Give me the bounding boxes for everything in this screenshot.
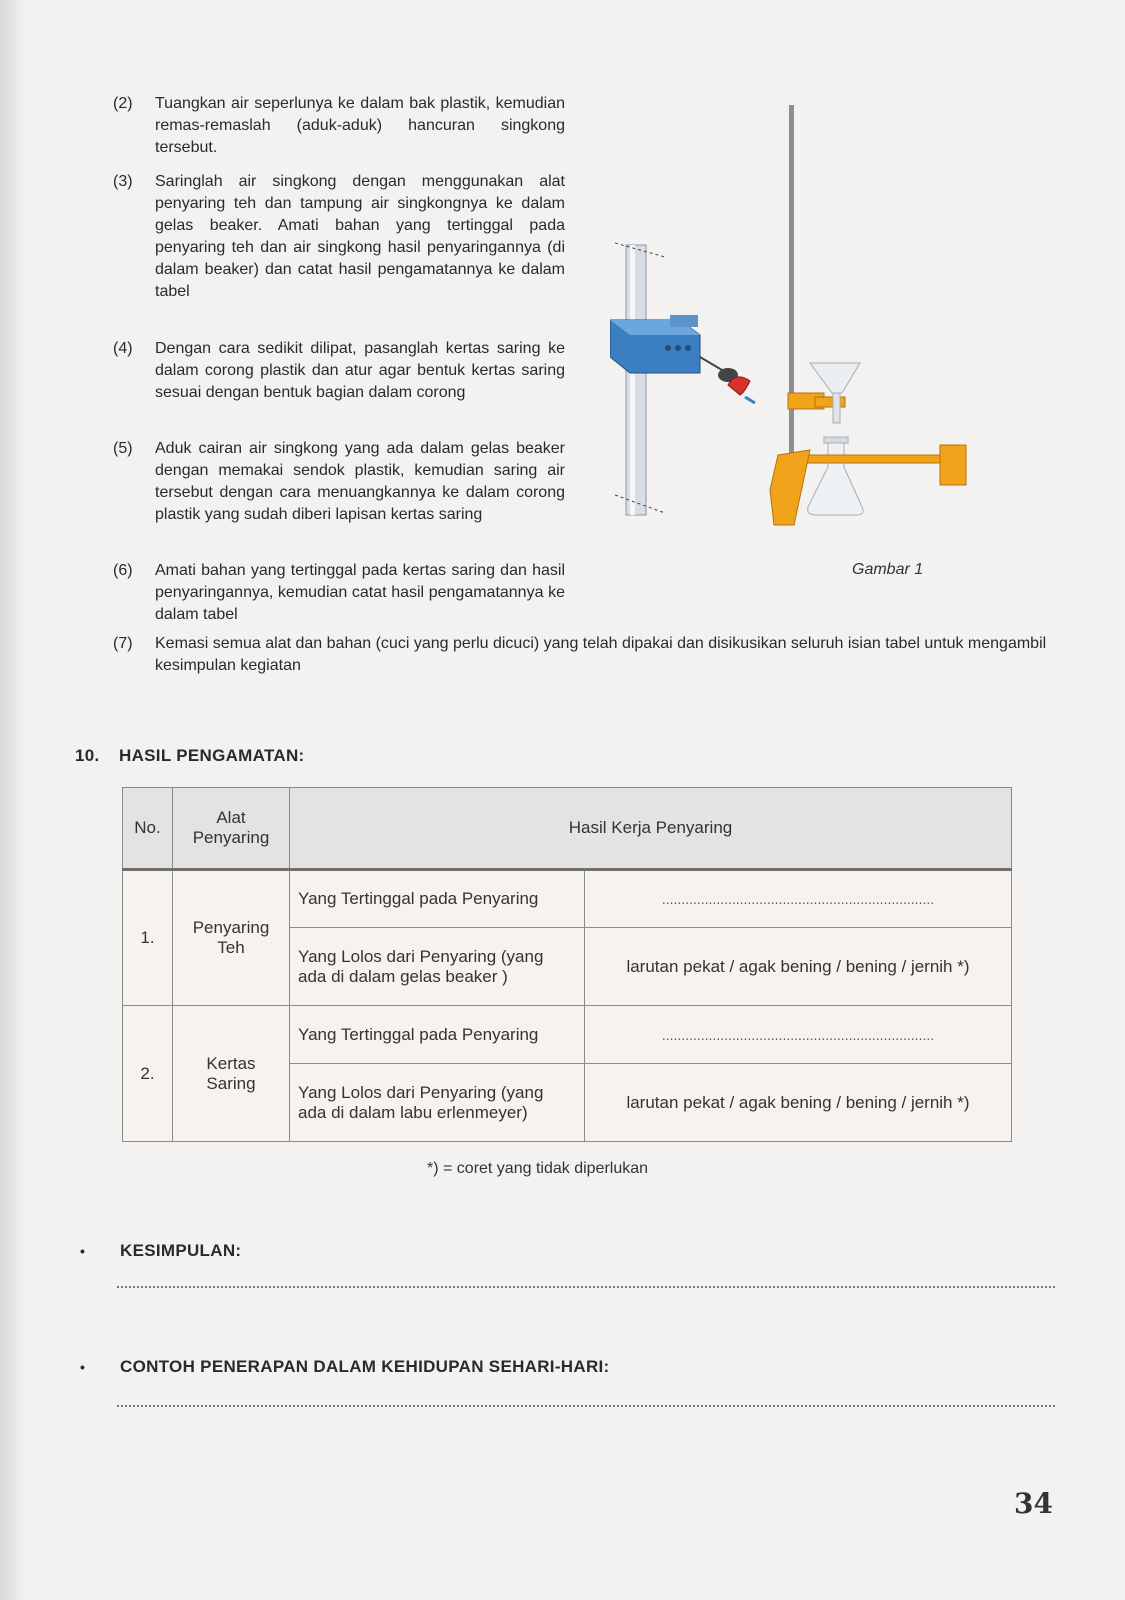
application-title: CONTOH PENERAPAN DALAM KEHIDUPAN SEHARI-HARI: (120, 1357, 610, 1376)
row-category: Yang Tertinggal pada Penyaring (290, 1006, 585, 1064)
row-category: Yang Lolos dari Penyaring (yang ada di dalam labu erlenmeyer) (290, 1064, 585, 1142)
step-text: Tuangkan air seperlunya ke dalam bak plastik, kemudian remas-remaslah (aduk-aduk) hancuran singkong tersebut. (155, 95, 565, 156)
table-row (123, 870, 1012, 928)
header-no: No. (123, 788, 173, 870)
row-tool: Kertas Saring (173, 1006, 290, 1142)
erlenmeyer-flask-icon (808, 440, 863, 515)
application-heading (80, 1357, 610, 1377)
step-number: (5) (113, 440, 133, 457)
step-text: Saringlah air singkong dengan menggunakan alat penyaring teh dan tampung air singkongnya ke dalam gelas beaker. Amati bahan yang tertinggal pada penyaring teh dan air singkong hasil penyaringannya (di dalam beaker) dan catat hasil pengamatannya ke dalam tabel (155, 173, 565, 300)
row-number: 1. (123, 870, 173, 1006)
bullet-icon: • (80, 1359, 86, 1375)
step-text: Dengan cara sedikit dilipat, pasanglah kertas saring ke dalam corong plastik dan atur agar bentuk kertas saring sesuai dengan bentuk bagian dalam corong (155, 340, 565, 401)
observation-table (122, 787, 1012, 1142)
row-category: Yang Tertinggal pada Penyaring (290, 870, 585, 928)
row-result-options: larutan pekat / agak bening / bening / jernih *) (585, 928, 1012, 1006)
section-title: HASIL PENGAMATAN: (119, 746, 305, 765)
step-text: Amati bahan yang tertinggal pada kertas saring dan hasil penyaringannya, kemudian catat hasil pengamatannya ke dalam tabel (155, 562, 565, 623)
bullet-icon: • (80, 1243, 86, 1259)
application-answer-line[interactable] (117, 1405, 1055, 1407)
retort-stand-illustration (610, 95, 1000, 545)
header-alat: Alat Penyaring (173, 788, 290, 870)
row-number: 2. (123, 1006, 173, 1142)
page-edge-shadow (0, 0, 26, 1600)
table-header-row (123, 788, 1012, 870)
step-number: (2) (113, 95, 133, 112)
step-number: (4) (113, 340, 133, 357)
step-number: (7) (113, 635, 133, 652)
table-footnote: *) = coret yang tidak diperlukan (427, 1160, 649, 1177)
fill-in-blank[interactable]: ...................................................................... (585, 1006, 1012, 1064)
section-heading (75, 746, 304, 766)
figure-caption: Gambar 1 (852, 561, 924, 578)
page-number: 34 (1014, 1487, 1053, 1520)
conclusion-answer-line[interactable] (117, 1286, 1055, 1288)
stand-rod (789, 105, 794, 475)
row-tool: Penyaring Teh (173, 870, 290, 1006)
table-row (123, 1006, 1012, 1064)
funnel-icon (810, 363, 860, 393)
step-text: Aduk cairan air singkong yang ada dalam gelas beaker dengan memakai sendok plastik, kemudian saring air tersebut dengan cara menuangkannya ke dalam corong plastik yang sudah diberi lapisan kertas saring (155, 440, 565, 523)
section-number: 10. (75, 746, 100, 765)
conclusion-heading (80, 1241, 241, 1261)
step-number: (6) (113, 562, 133, 579)
row-category: Yang Lolos dari Penyaring (yang ada di dalam gelas beaker ) (290, 928, 585, 1006)
fill-in-blank[interactable]: ...................................................................... (585, 870, 1012, 928)
conclusion-title: KESIMPULAN: (120, 1241, 242, 1260)
row-result-options: larutan pekat / agak bening / bening / jernih *) (585, 1064, 1012, 1142)
stand-base (770, 450, 810, 525)
header-hasil: Hasil Kerja Penyaring (290, 788, 1012, 870)
step-number: (3) (113, 173, 133, 190)
step-text: Kemasi semua alat dan bahan (cuci yang perlu dicuci) yang telah dipakai dan disikusikan seluruh isian tabel untuk mengambil kesimpulan kegiatan (155, 635, 1047, 674)
clamp-detail-icon (610, 243, 755, 515)
